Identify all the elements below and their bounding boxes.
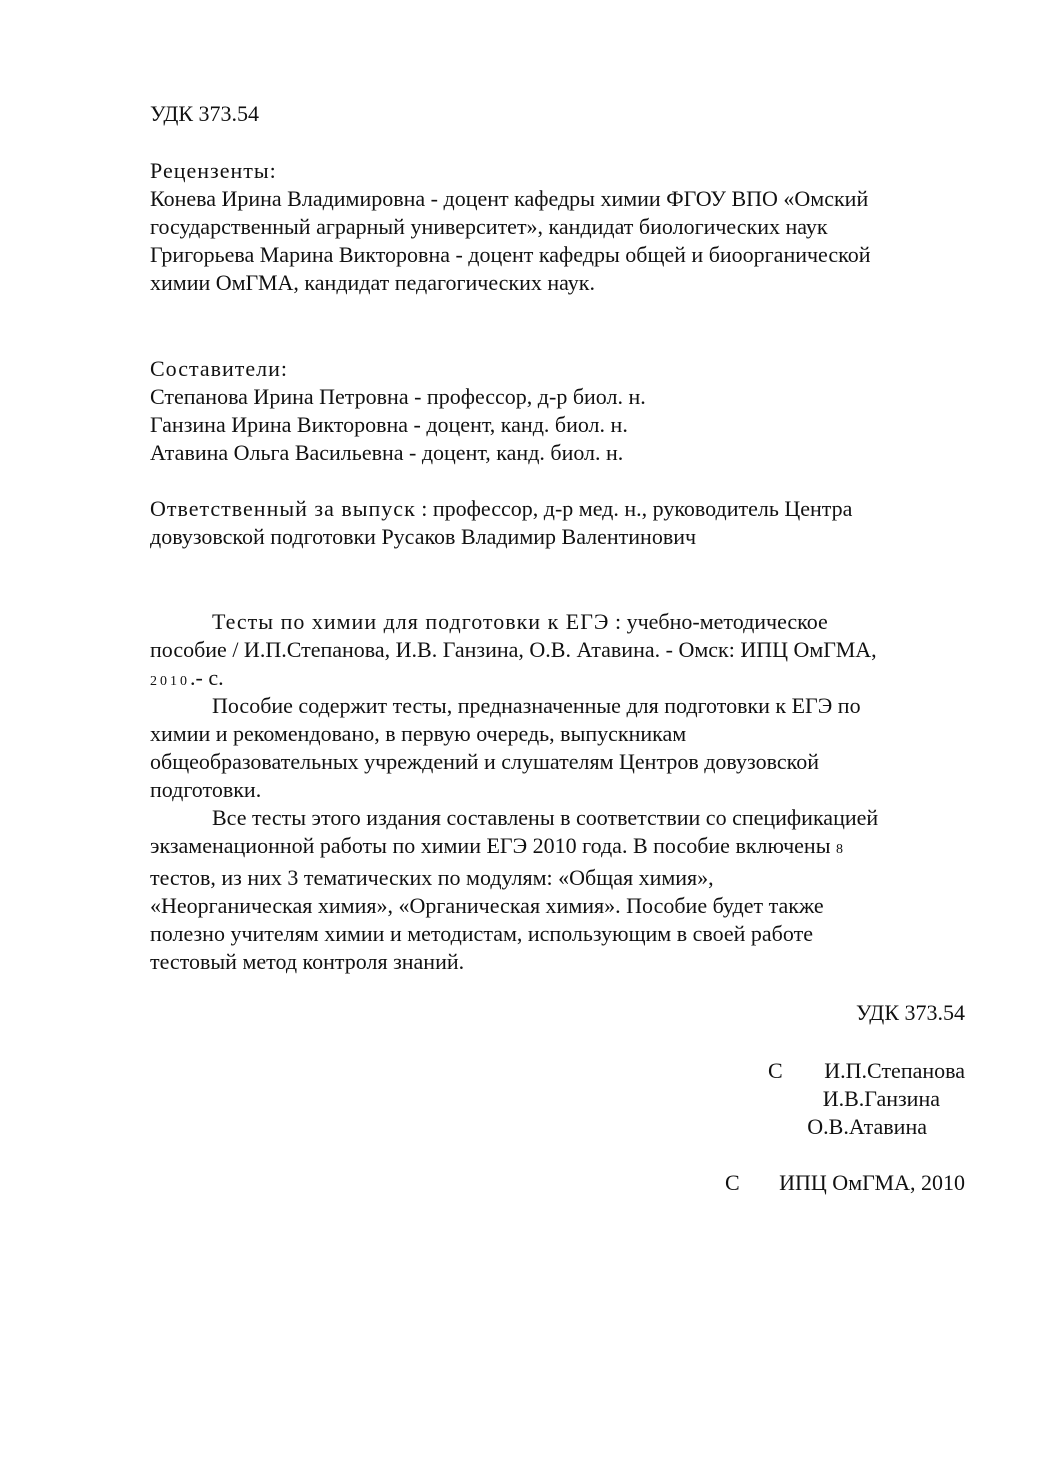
abstract-paragraph-2 bbox=[150, 804, 970, 976]
copyright-author: О.В.Атавина bbox=[807, 1114, 927, 1139]
responsible-section bbox=[150, 495, 970, 551]
udk-bottom: УДК 373.54 bbox=[855, 1000, 965, 1025]
copyright-author: И.П.Степанова bbox=[824, 1058, 965, 1083]
responsible-label: Ответственный за выпуск bbox=[150, 496, 416, 521]
abstract-line: тестов, из них 3 тематических по модулям: «Общая химия», bbox=[150, 865, 714, 890]
abstract-line: подготовки. bbox=[150, 777, 262, 802]
compilers-section bbox=[150, 355, 970, 467]
citation-title: Тесты по химии для подготовки к ЕГЭ bbox=[212, 609, 610, 634]
abstract-line: Пособие содержит тесты, предназначенные для подготовки к ЕГЭ по bbox=[212, 693, 861, 718]
reviewer-line: химии ОмГМА, кандидат педагогических наук. bbox=[150, 270, 595, 295]
udk-top bbox=[150, 100, 970, 128]
compiler-line: Ганзина Ирина Викторовна - доцент, канд. биол. н. bbox=[150, 412, 628, 437]
citation-year: 2010 bbox=[150, 674, 190, 689]
udk-code: УДК 373.54 bbox=[150, 101, 260, 126]
responsible-name: довузовской подготовки Русаков Владимир Валентинович bbox=[150, 524, 697, 549]
reviewers-section bbox=[150, 157, 970, 297]
citation-authors: пособие / И.П.Степанова, И.В. Ганзина, О.В. Атавина. - Омск: ИПЦ ОмГМА, bbox=[150, 637, 877, 662]
reviewer-line: Григорьева Марина Викторовна - доцент кафедры общей и биоорганической bbox=[150, 242, 871, 267]
test-count: 8 bbox=[835, 842, 843, 857]
citation-section bbox=[150, 608, 970, 696]
citation-subtitle: : учебно-методическое bbox=[609, 609, 828, 634]
abstract-line: химии и рекомендовано, в первую очередь, выпускникам bbox=[150, 721, 687, 746]
citation-pages: .- с. bbox=[190, 665, 224, 690]
compilers-heading: Составители: bbox=[150, 356, 289, 381]
reviewers-heading: Рецензенты: bbox=[150, 158, 277, 183]
reviewer-line: государственный аграрный университет», кандидат биологических наук bbox=[150, 214, 828, 239]
responsible-text: : профессор, д-р мед. н., руководитель Центра bbox=[415, 496, 853, 521]
abstract-line: общеобразовательных учреждений и слушателям Центров довузовской bbox=[150, 749, 819, 774]
abstract-line: полезно учителям химии и методистам, использующим в своей работе bbox=[150, 921, 813, 946]
compiler-line: Атавина Ольга Васильевна - доцент, канд. биол. н. bbox=[150, 440, 624, 465]
publisher-copyright: ИПЦ ОмГМА, 2010 bbox=[779, 1170, 965, 1195]
abstract-line: «Неорганическая химия», «Органическая химия». Пособие будет также bbox=[150, 893, 824, 918]
abstract-paragraph-1 bbox=[150, 692, 970, 804]
abstract-line: Все тесты этого издания составлены в соответствии со спецификацией bbox=[212, 805, 879, 830]
publisher-copyright-symbol: С bbox=[725, 1170, 740, 1195]
copyright-symbol: С bbox=[768, 1058, 783, 1083]
reviewer-line: Конева Ирина Владимировна - доцент кафедры химии ФГОУ ВПО «Омский bbox=[150, 186, 869, 211]
copyright-author: И.В.Ганзина bbox=[822, 1086, 940, 1111]
abstract-line: экзаменационной работы по химии ЕГЭ 2010 года. В пособие включены bbox=[150, 833, 836, 858]
compiler-line: Степанова Ирина Петровна - профессор, д-р биол. н. bbox=[150, 384, 646, 409]
abstract-line: тестовый метод контроля знаний. bbox=[150, 949, 465, 974]
